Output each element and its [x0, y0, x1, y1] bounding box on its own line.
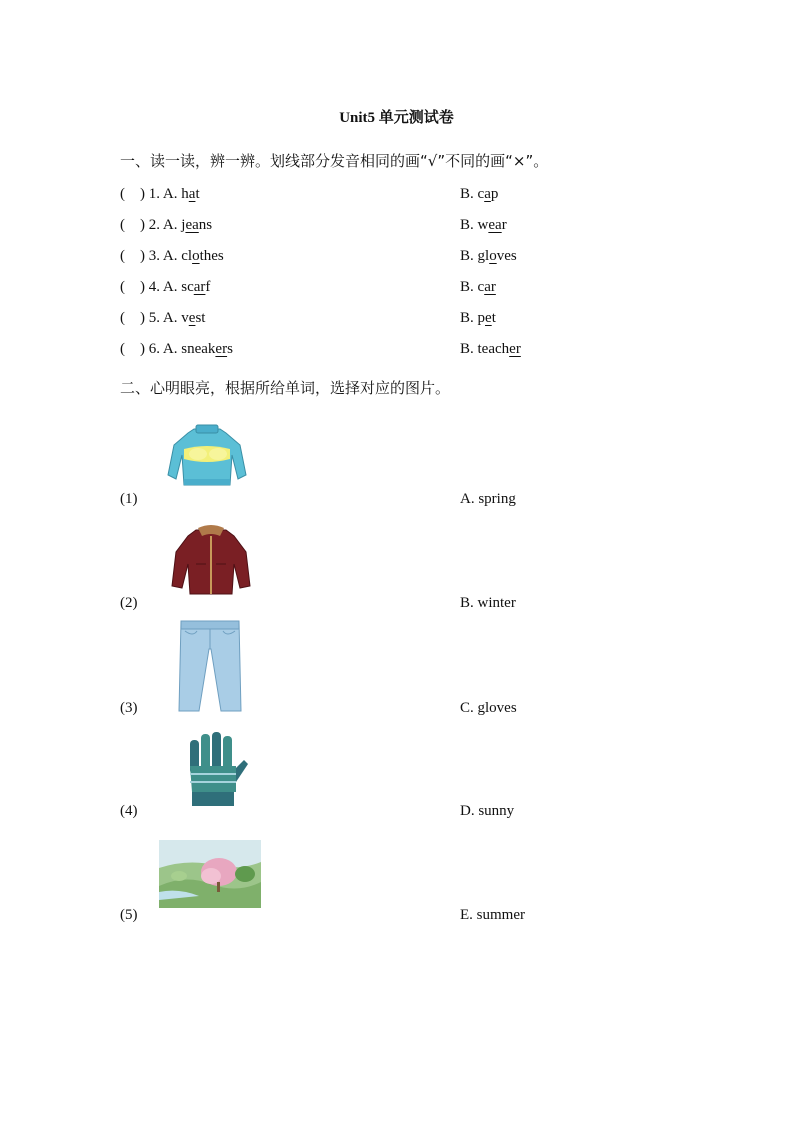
section2-heading: 二、心明眼亮，根据所给单词，选择对应的图片。 [120, 379, 451, 397]
section1-heading: 一、读一读，辨一辨。划线部分发音相同的画“√”不同的画“×”。 [120, 152, 549, 170]
jacket-image [170, 524, 252, 596]
item-label: (3) [120, 700, 138, 716]
spring-landscape-image [159, 840, 261, 908]
option-label: E. summer [460, 907, 525, 923]
page-title: Unit5 单元测试卷 [339, 110, 454, 126]
question-row-5: ( ) 5. A. vest B. pet [120, 310, 496, 326]
glove-image [186, 730, 248, 808]
question-row-1: ( ) 1. A. hat B. cap [120, 186, 499, 202]
answer-bracket: ( ) [120, 217, 145, 233]
item-label: (4) [120, 803, 138, 819]
answer-bracket: ( ) [120, 186, 145, 202]
item-label: (5) [120, 907, 138, 923]
jeans-image [177, 619, 243, 713]
question-row-3: ( ) 3. A. clothes B. gloves [120, 248, 517, 264]
item-label: (2) [120, 595, 138, 611]
question-row-6: ( ) 6. A. sneakers B. teacher [120, 341, 521, 357]
answer-bracket: ( ) [120, 279, 145, 295]
option-label: C. gloves [460, 700, 517, 716]
sweater-image [166, 423, 248, 491]
option-label: B. winter [460, 595, 516, 611]
answer-bracket: ( ) [120, 310, 145, 326]
question-row-2: ( ) 2. A. jeans B. wear [120, 217, 507, 233]
option-label: D. sunny [460, 803, 515, 819]
item-label: (1) [120, 491, 138, 507]
answer-bracket: ( ) [120, 248, 145, 264]
answer-bracket: ( ) [120, 341, 145, 357]
option-label: A. spring [460, 491, 516, 507]
question-row-4: ( ) 4. A. scarf B. car [120, 279, 496, 295]
